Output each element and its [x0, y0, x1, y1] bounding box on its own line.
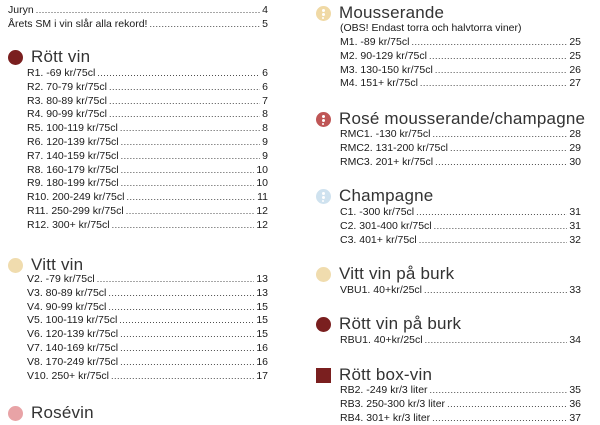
- leader-dots: [119, 313, 254, 327]
- section-title: Rosévin: [31, 403, 94, 422]
- toc-entry[interactable]: [27, 66, 268, 80]
- toc-entry[interactable]: [340, 219, 581, 233]
- toc-entry[interactable]: [27, 121, 268, 135]
- leader-dots: [435, 155, 567, 169]
- leader-dots: [121, 163, 255, 177]
- toc-entry-page: 11: [257, 191, 268, 204]
- leader-dots: [450, 141, 567, 155]
- white-wine-dot-icon: [8, 258, 23, 273]
- toc-entry-page: 35: [569, 384, 581, 396]
- leader-dots: [447, 397, 567, 411]
- toc-entry[interactable]: [340, 333, 581, 347]
- toc-entry[interactable]: [27, 80, 268, 94]
- toc-entry[interactable]: [340, 383, 581, 397]
- leader-dots: [108, 300, 254, 314]
- leader-dots: [416, 205, 567, 219]
- section-title: Vitt vin: [31, 255, 84, 274]
- toc-entry[interactable]: [27, 355, 268, 369]
- toc-entry-page: 16: [256, 355, 268, 368]
- leader-dots: [430, 383, 568, 397]
- toc-entry-label: R6. 120-139 kr/75cl: [27, 136, 119, 148]
- toc-entry-label: VBU1. 40+kr/25cl: [340, 284, 423, 296]
- leader-dots: [149, 17, 260, 31]
- leader-dots: [120, 327, 254, 341]
- toc-entry-label: R11. 250-299 kr/75cl: [27, 205, 124, 217]
- leader-dots: [425, 333, 568, 347]
- toc-entry-label: R3. 80-89 kr/75cl: [27, 94, 107, 107]
- red-wine-dot-icon: [8, 50, 23, 65]
- toc-entry-label: Juryn: [8, 4, 34, 16]
- toc-entry-page: 30: [569, 155, 581, 168]
- toc-entry-label: RB4. 301+ kr/3 liter: [340, 411, 431, 424]
- toc-entry[interactable]: [27, 149, 268, 163]
- toc-entry-page: 32: [569, 233, 581, 246]
- toc-entry-arets-sm[interactable]: [8, 17, 268, 31]
- toc-entry-label: M1. -89 kr/75cl: [340, 36, 410, 48]
- toc-entry[interactable]: [340, 141, 581, 155]
- leader-dots: [97, 66, 260, 80]
- champagne-dot-icon: [316, 189, 331, 204]
- toc-entry-label: RB3. 250-300 kr/3 liter: [340, 397, 446, 410]
- leader-dots: [120, 121, 260, 135]
- leader-dots: [109, 107, 260, 121]
- red-box-wine-square-icon: [316, 368, 331, 383]
- toc-entry-label: Årets SM i vin slår alla rekord!: [8, 18, 148, 30]
- toc-entry[interactable]: [340, 63, 581, 77]
- toc-entry-label: V3. 80-89 kr/75cl: [27, 286, 107, 299]
- toc-entry[interactable]: [340, 283, 581, 297]
- toc-entry-juryn[interactable]: [8, 3, 268, 17]
- toc-entry-page: 16: [256, 342, 268, 354]
- toc-entry-label: V10. 250+ kr/75cl: [27, 369, 110, 382]
- toc-entry[interactable]: [340, 49, 581, 63]
- toc-entry-label: R9. 180-199 kr/75cl: [27, 177, 119, 190]
- toc-entry-page: 5: [262, 18, 268, 30]
- toc-entry[interactable]: [27, 300, 268, 314]
- toc-entry-label: R4. 90-99 kr/75cl: [27, 108, 107, 121]
- toc-entry-page: 28: [569, 128, 581, 140]
- leader-dots: [435, 63, 568, 77]
- leader-dots: [420, 76, 567, 90]
- toc-entry[interactable]: [340, 233, 581, 247]
- section-heading-rott-vin: [8, 46, 90, 68]
- toc-entry[interactable]: [27, 94, 268, 108]
- section-heading-vitt-vin-burk: [316, 263, 454, 285]
- toc-entry[interactable]: [27, 163, 268, 177]
- leader-dots: [108, 286, 254, 300]
- rose-wine-dot-icon: [8, 406, 23, 421]
- toc-entry[interactable]: [27, 176, 268, 190]
- toc-entry-page: 31: [569, 219, 581, 232]
- toc-entry-page: 8: [262, 108, 268, 121]
- toc-entry-label: R1. -69 kr/75cl: [27, 67, 96, 79]
- toc-entry-label: C3. 401+ kr/75cl: [340, 233, 417, 246]
- toc-entry-page: 33: [569, 284, 581, 296]
- section-heading-champagne: [316, 185, 433, 207]
- toc-entry-page: 15: [256, 314, 268, 327]
- toc-entry-label: RB2. -249 kr/3 liter: [340, 384, 428, 396]
- toc-entry[interactable]: [27, 204, 268, 218]
- toc-entry-label: V7. 140-169 kr/75cl: [27, 342, 119, 354]
- leader-dots: [121, 135, 261, 149]
- toc-entry-label: V2. -79 kr/75cl: [27, 273, 95, 285]
- section-title: Vitt vin på burk: [339, 264, 455, 283]
- toc-entry[interactable]: [340, 411, 581, 425]
- toc-entry-label: R5. 100-119 kr/75cl: [27, 122, 118, 135]
- leader-dots: [112, 218, 255, 232]
- rose-sparkling-dot-icon: [316, 112, 331, 127]
- toc-entry[interactable]: [27, 107, 268, 121]
- leader-dots: [419, 233, 568, 247]
- toc-entry-page: 6: [262, 67, 268, 79]
- toc-entry-page: 9: [262, 136, 268, 148]
- toc-entry-page: 13: [256, 286, 268, 299]
- section-title: Rosé mousserande/champagne: [339, 109, 586, 128]
- section-note: (OBS! Endast torra och halvtorra viner): [340, 22, 522, 34]
- toc-entry-page: 15: [256, 300, 268, 313]
- toc-entry-page: 15: [256, 328, 268, 341]
- toc-entry-page: 12: [256, 218, 268, 231]
- toc-entry-page: 26: [569, 63, 581, 76]
- toc-entry-page: 10: [256, 163, 268, 176]
- toc-entry[interactable]: [27, 218, 268, 232]
- toc-entry[interactable]: [340, 397, 581, 411]
- toc-entry-page: 34: [569, 334, 581, 346]
- toc-entry-label: V4. 90-99 kr/75cl: [27, 300, 107, 313]
- leader-dots: [429, 49, 567, 63]
- section-title: Rött box-vin: [339, 365, 433, 384]
- toc-entry-label: V5. 100-119 kr/75cl: [27, 314, 118, 327]
- toc-entry-page: 27: [569, 77, 581, 90]
- toc-entry[interactable]: [340, 127, 581, 141]
- toc-entry[interactable]: [27, 313, 268, 327]
- toc-entry-page: 36: [569, 397, 581, 410]
- section-title: Rött vin på burk: [339, 314, 462, 333]
- leader-dots: [411, 35, 567, 49]
- section-heading-rosevin: [8, 402, 94, 424]
- toc-entry-label: RMC1. -130 kr/75cl: [340, 128, 431, 140]
- toc-entry-page: 8: [262, 122, 268, 135]
- toc-entry-page: 9: [262, 149, 268, 162]
- toc-entry-label: R7. 140-159 kr/75cl: [27, 149, 119, 162]
- toc-entry-page: 12: [256, 205, 268, 217]
- toc-entry-label: M3. 130-150 kr/75cl: [340, 63, 433, 76]
- toc-entry-label: RBU1. 40+kr/25cl: [340, 334, 423, 346]
- toc-entry-page: 6: [262, 80, 268, 93]
- leader-dots: [120, 355, 254, 369]
- toc-entry[interactable]: [27, 272, 268, 286]
- leader-dots: [121, 176, 255, 190]
- leader-dots: [36, 3, 260, 17]
- toc-entry-page: 29: [569, 141, 581, 154]
- toc-entry-page: 4: [262, 4, 268, 16]
- toc-entry-label: RMC2. 131-200 kr/75cl: [340, 141, 448, 154]
- leader-dots: [126, 204, 255, 218]
- toc-entry-label: M4. 151+ kr/75cl: [340, 77, 418, 90]
- toc-entry-page: 7: [262, 94, 268, 107]
- leader-dots: [121, 149, 261, 163]
- leader-dots: [432, 127, 567, 141]
- toc-entry-label: R8. 160-179 kr/75cl: [27, 163, 119, 176]
- toc-entry-label: V8. 170-249 kr/75cl: [27, 355, 119, 368]
- leader-dots: [109, 94, 260, 108]
- leader-dots: [109, 80, 260, 94]
- leader-dots: [120, 341, 254, 355]
- red-wine-dot-icon: [316, 317, 331, 332]
- leader-dots: [432, 411, 567, 425]
- toc-entry-label: M2. 90-129 kr/75cl: [340, 49, 427, 62]
- toc-entry-page: 31: [569, 206, 581, 218]
- leader-dots: [126, 190, 255, 204]
- toc-entry[interactable]: [27, 190, 268, 204]
- toc-entry-page: 25: [569, 49, 581, 62]
- toc-entry-label: RMC3. 201+ kr/75cl: [340, 155, 434, 168]
- toc-entry-label: C1. -300 kr/75cl: [340, 206, 415, 218]
- toc-entry[interactable]: [340, 76, 581, 90]
- leader-dots: [434, 219, 568, 233]
- toc-entry[interactable]: [340, 35, 581, 49]
- toc-entry[interactable]: [340, 155, 581, 169]
- toc-entry-page: 13: [256, 273, 268, 285]
- toc-entry-page: 37: [569, 411, 581, 424]
- leader-dots: [424, 283, 567, 297]
- leader-dots: [97, 272, 255, 286]
- toc-entry-label: R2. 70-79 kr/75cl: [27, 80, 107, 93]
- section-title: Champagne: [339, 186, 434, 205]
- sparkling-dot-icon: [316, 6, 331, 21]
- toc-entry-page: 10: [256, 177, 268, 190]
- toc-entry-label: R10. 200-249 kr/75cl: [27, 191, 125, 204]
- toc-entry[interactable]: [340, 205, 581, 219]
- toc-entry[interactable]: [27, 327, 268, 341]
- toc-entry-label: V6. 120-139 kr/75cl: [27, 328, 119, 341]
- toc-entry[interactable]: [27, 369, 268, 383]
- section-title: Mousserande: [339, 3, 445, 22]
- toc-entry[interactable]: [27, 135, 268, 149]
- toc-entry-page: 25: [569, 36, 581, 48]
- white-wine-dot-icon: [316, 267, 331, 282]
- toc-entry[interactable]: [27, 341, 268, 355]
- leader-dots: [111, 369, 254, 383]
- toc-entry[interactable]: [27, 286, 268, 300]
- toc-entry-label: R12. 300+ kr/75cl: [27, 218, 110, 231]
- toc-entry-label: C2. 301-400 kr/75cl: [340, 219, 432, 232]
- toc-entry-page: 17: [256, 369, 268, 382]
- section-title: Rött vin: [31, 47, 91, 66]
- section-heading-rott-vin-burk: [316, 313, 461, 335]
